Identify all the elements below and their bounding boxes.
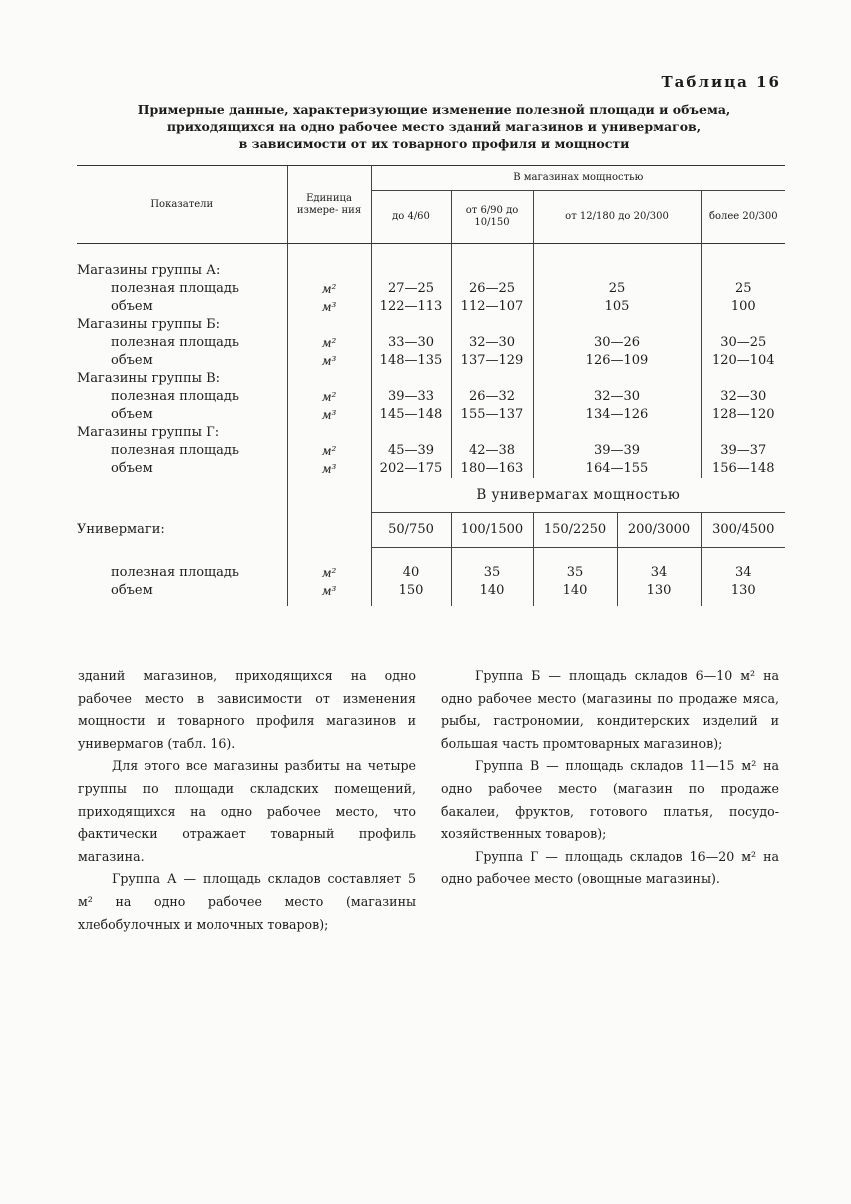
value-cell: 137—129 — [460, 353, 524, 368]
body-paragraph: Для этого все магазины разбиты на четыре группы по площади складских помещений, приходящихся на одно рабочее место, что фактически отражает товарный профиль магазина. — [78, 758, 416, 864]
value-column — [701, 244, 785, 479]
unit-spacer — [288, 316, 371, 334]
value-spacer — [534, 370, 701, 388]
value-cell: 112—107 — [460, 299, 524, 314]
value-spacer — [452, 424, 533, 442]
value-cell: 155—137 — [460, 407, 524, 422]
row-label: объем — [111, 461, 153, 476]
univermag-capacity: 100/1500 — [451, 513, 533, 548]
value-cell: 39—39 — [593, 443, 641, 458]
table-caption — [78, 101, 790, 152]
value-cell: 126—109 — [585, 353, 649, 368]
value-cell: 120—104 — [711, 353, 775, 368]
univermag-value-column — [701, 548, 785, 606]
unit-cell: м² — [321, 282, 337, 296]
value-cell: 42—38 — [468, 443, 516, 458]
value-cell: 30—26 — [593, 335, 641, 350]
body-paragraph: Группа А — площадь складов составляет 5 м² на одно рабочее место (магазины хлебобулочных и молочных товаров); — [78, 871, 416, 932]
value-spacer — [702, 262, 786, 280]
data-table — [77, 165, 785, 606]
caption-line: приходящихся на одно рабочее место зданий магазинов и универмагов, — [166, 119, 702, 134]
value-spacer — [702, 370, 786, 388]
unit-cell: м² — [321, 336, 337, 350]
value-cell: 45—39 — [387, 443, 435, 458]
unit-cell: м² — [321, 444, 337, 458]
value-spacer — [534, 424, 701, 442]
value-cell: 32—30 — [468, 335, 516, 350]
unit-cell: м³ — [321, 408, 337, 422]
univermag-value-column — [371, 548, 451, 606]
row-label: объем — [111, 353, 153, 368]
univermag-heading: В универмагах мощностью — [476, 487, 681, 503]
univermag-values-row — [77, 548, 785, 606]
group-label: Магазины группы В: — [77, 371, 221, 386]
value-cell: 140 — [479, 583, 505, 598]
unit-cell: м² — [321, 390, 337, 404]
row-label: полезная площадь — [111, 389, 239, 404]
caption-line: в зависимости от их товарного профиля и мощности — [238, 136, 630, 151]
value-cell: 33—30 — [387, 335, 435, 350]
unit-cell: м³ — [321, 354, 337, 368]
header-capacity: от 6/90 до 10/150 — [451, 191, 533, 244]
value-cell: 164—155 — [585, 461, 649, 476]
body-column-right — [441, 665, 779, 891]
value-spacer — [534, 262, 701, 280]
value-cell: 39—37 — [720, 443, 767, 458]
value-cell: 34 — [650, 565, 668, 580]
value-cell: 34 — [735, 565, 752, 580]
value-spacer — [702, 424, 786, 442]
indicators-column — [77, 244, 287, 479]
univermag-units — [287, 548, 371, 606]
value-spacer — [452, 316, 533, 334]
value-spacer — [372, 262, 451, 280]
value-cell: 122—113 — [379, 299, 443, 314]
value-spacer — [452, 262, 533, 280]
value-cell: 30—25 — [720, 335, 767, 350]
empty-cell — [77, 478, 287, 513]
univermag-value-column — [533, 548, 617, 606]
value-column — [371, 244, 451, 479]
value-cell: 180—163 — [460, 461, 524, 476]
value-spacer — [534, 316, 701, 334]
univermag-capacity: 150/2250 — [533, 513, 617, 548]
value-spacer — [372, 370, 451, 388]
value-cell: 25 — [608, 281, 626, 296]
univermag-capacity: 300/4500 — [701, 513, 785, 548]
value-spacer — [372, 316, 451, 334]
store-groups-body — [77, 244, 785, 479]
value-cell: 148—135 — [379, 353, 443, 368]
table-header-row — [77, 166, 785, 191]
value-cell: 32—30 — [593, 389, 641, 404]
unit-spacer — [288, 424, 371, 442]
value-cell: 25 — [735, 281, 752, 296]
value-cell: 105 — [604, 299, 630, 314]
value-cell: 39—33 — [387, 389, 435, 404]
univermag-heading-row — [77, 478, 785, 513]
value-cell: 35 — [566, 565, 584, 580]
body-paragraph: зданий магазинов, приходящихся на одно рабочее место в зависимости от изменения мощности и товарного профиля магазинов и универмагов (табл. 16). — [78, 668, 416, 751]
univermag-capacity: 50/750 — [371, 513, 451, 548]
group-label: Магазины группы Г: — [77, 425, 220, 440]
value-cell: 35 — [483, 565, 501, 580]
body-paragraph: Группа Г — площадь складов 16—20 м² на одно рабочее место (овощные магазины). — [441, 848, 779, 887]
row-label: полезная площадь — [111, 335, 239, 350]
value-cell: 150 — [398, 583, 424, 598]
header-capacity: от 12/180 до 20/300 — [533, 191, 701, 244]
empty-cell — [287, 478, 371, 513]
body-paragraph: Группа Б — площадь складов 6—10 м² на одно рабочее место (магазины по продаже мяса, рыбы, гастрономии, кондитерских изделий и большая часть промтоварных магазинов); — [441, 668, 779, 751]
group-label: Магазины группы А: — [77, 263, 221, 278]
univermag-capacity: 200/3000 — [617, 513, 701, 548]
unit-cell: м³ — [321, 583, 337, 598]
unit-column — [287, 244, 371, 479]
value-cell: 26—32 — [468, 389, 516, 404]
header-unit: Единица измере- ния — [287, 166, 371, 244]
value-cell: 145—148 — [379, 407, 443, 422]
unit-cell: м² — [321, 565, 337, 580]
value-spacer — [702, 316, 786, 334]
value-cell: 130 — [730, 583, 756, 598]
univermag-label: Универмаги: — [77, 522, 165, 537]
row-label: объем — [111, 407, 153, 422]
value-cell: 27—25 — [387, 281, 435, 296]
value-cell: 100 — [730, 299, 756, 314]
value-cell: 140 — [562, 583, 588, 598]
value-column — [451, 244, 533, 479]
univermag-value-column — [451, 548, 533, 606]
value-cell: 202—175 — [379, 461, 443, 476]
univermag-value-column — [617, 548, 701, 606]
row-label: полезная площадь — [111, 564, 239, 580]
unit-cell: м³ — [321, 300, 337, 314]
value-cell: 128—120 — [711, 407, 775, 422]
value-cell: 32—30 — [720, 389, 767, 404]
header-indicators: Показатели — [77, 166, 287, 244]
value-cell: 134—126 — [585, 407, 649, 422]
value-cell: 156—148 — [711, 461, 775, 476]
univermag-capacity-row — [77, 513, 785, 548]
value-cell: 40 — [402, 565, 420, 580]
header-capacity: более 20/300 — [701, 191, 785, 244]
caption-line: Примерные данные, характеризующие изменение полезной площади и объема, — [137, 102, 731, 117]
univermag-row-labels — [77, 548, 287, 606]
body-column-left — [78, 665, 416, 936]
row-label: полезная площадь — [111, 443, 239, 458]
row-label: объем — [111, 582, 153, 598]
header-capacity: до 4/60 — [371, 191, 451, 244]
value-column — [533, 244, 701, 479]
row-label: полезная площадь — [111, 281, 239, 296]
value-spacer — [372, 424, 451, 442]
value-spacer — [452, 370, 533, 388]
unit-cell: м³ — [321, 462, 337, 476]
body-paragraph: Группа В — площадь складов 11—15 м² на одно рабочее место (магазин по продаже бакалеи, фруктов, готового платья, посудо-хозяйственных товаров); — [441, 758, 779, 842]
value-cell: 130 — [646, 583, 672, 598]
unit-spacer — [288, 370, 371, 388]
empty-cell — [287, 513, 371, 548]
header-stores-capacity: В магазинах мощностью — [371, 166, 785, 191]
unit-spacer — [288, 262, 371, 280]
group-label: Магазины группы Б: — [77, 317, 221, 332]
table-number: Таблица 16 — [661, 73, 781, 91]
value-cell: 26—25 — [468, 281, 516, 296]
row-label: объем — [111, 299, 153, 314]
